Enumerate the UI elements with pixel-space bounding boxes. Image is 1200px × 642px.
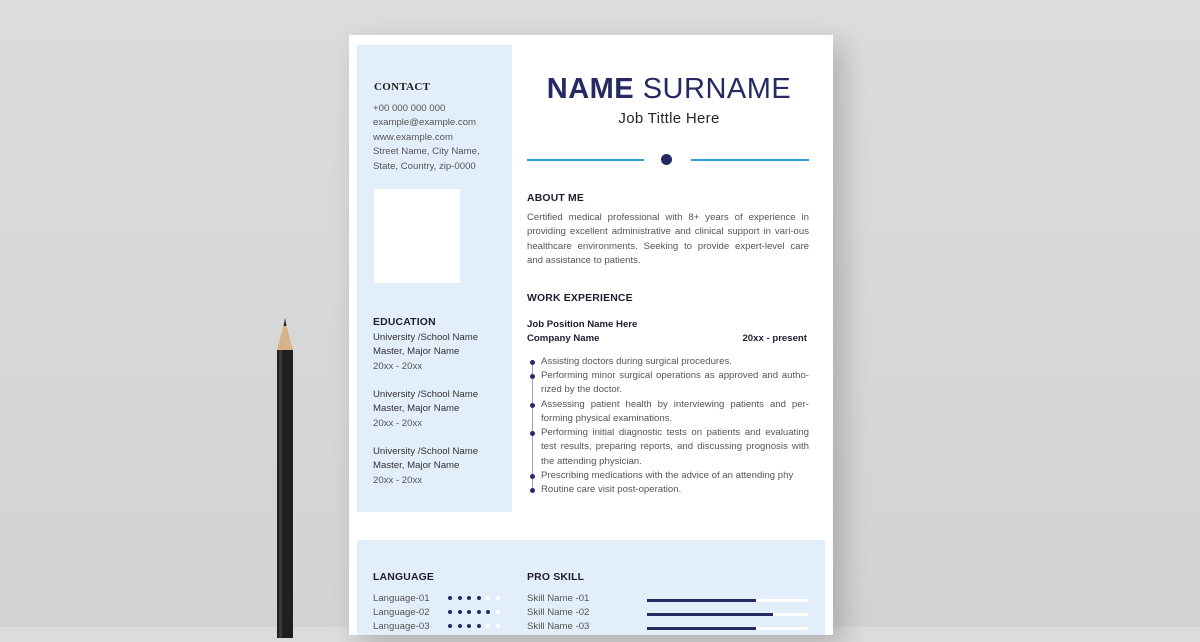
education-years: 20xx - 20xx <box>373 474 423 486</box>
education-years: 20xx - 20xx <box>373 417 423 429</box>
rating-dot-icon <box>496 596 500 600</box>
work-period: 20xx - present <box>742 333 807 344</box>
bullet-dot-icon <box>530 474 535 479</box>
skill-bar-fill <box>647 613 773 616</box>
resume-page <box>349 35 833 635</box>
company-name: Company Name <box>527 333 600 344</box>
language-rating <box>448 610 518 616</box>
language-label: Language-02 <box>373 607 430 618</box>
bullet-dot-icon <box>530 374 535 379</box>
skill-label: Skill Name -02 <box>527 607 590 618</box>
skill-label: Skill Name -03 <box>527 621 590 632</box>
first-name: NAME <box>546 73 635 105</box>
education-school: University /School Name <box>373 389 479 400</box>
pencil-image <box>276 318 294 638</box>
bullet-dot-icon <box>530 431 535 436</box>
rating-dot-icon <box>496 610 500 614</box>
rating-dot-icon <box>448 596 452 600</box>
bullet-text: Performing minor surgical operations as approved and autho-rized by the doctor. <box>541 370 809 396</box>
bullet-text: Performing initial diagnostic tests on patients and evaluating test results, preparing reports, and discussing prognosis with the attending physician. <box>541 427 809 467</box>
rating-dot-icon <box>458 596 462 600</box>
rating-dot-icon <box>486 596 490 600</box>
education-heading: EDUCATION <box>373 317 436 328</box>
work-bullet <box>527 398 809 427</box>
rating-dot-icon <box>458 624 462 628</box>
bullet-dot-icon <box>530 403 535 408</box>
language-label: Language-01 <box>373 593 430 604</box>
skill-bar-fill <box>647 599 756 602</box>
bullet-text: Assisting doctors during surgical procedures. <box>541 356 732 367</box>
last-name: SURNAME <box>642 73 792 105</box>
job-title: Job Tittle Here <box>618 110 720 127</box>
contact-details <box>373 102 480 174</box>
work-bullet <box>527 483 809 497</box>
rating-dot-icon <box>448 610 452 614</box>
rating-dot-icon <box>477 596 481 600</box>
rating-dot-icon <box>477 610 481 614</box>
about-heading: ABOUT ME <box>527 193 585 204</box>
skill-bar <box>647 613 808 616</box>
work-bullet <box>527 355 809 369</box>
rating-dot-icon <box>496 624 500 628</box>
rating-dot-icon <box>486 624 490 628</box>
education-school: University /School Name <box>373 446 479 457</box>
education-item <box>373 388 478 431</box>
work-bullet <box>527 469 809 483</box>
job-position: Job Position Name Here <box>527 319 638 330</box>
contact-heading: CONTACT <box>374 81 431 93</box>
education-degree: Master, Major Name <box>373 346 460 358</box>
divider-line-right <box>691 159 809 161</box>
rating-dot-icon <box>448 624 452 628</box>
rating-dot-icon <box>467 624 471 628</box>
skill-bar <box>647 599 808 602</box>
contact-phone: +00 000 000 000 <box>373 103 446 114</box>
divider-line-left <box>527 159 644 161</box>
resume-name <box>527 73 811 106</box>
education-years: 20xx - 20xx <box>373 360 423 372</box>
bullet-text: Prescribing medications with the advice of an attending phy <box>541 470 794 481</box>
contact-address-line2: State, Country, zip-0000 <box>373 160 476 172</box>
education-degree: Master, Major Name <box>373 403 460 415</box>
education-degree: Master, Major Name <box>373 460 460 472</box>
skill-bar-fill <box>647 627 756 630</box>
education-item <box>373 445 478 488</box>
language-label: Language-03 <box>373 621 430 632</box>
rating-dot-icon <box>458 610 462 614</box>
skill-label: Skill Name -01 <box>527 593 590 604</box>
language-rating <box>448 596 518 602</box>
work-bullet <box>527 426 809 469</box>
rating-dot-icon <box>467 610 471 614</box>
sidebar-panel <box>357 45 512 512</box>
education-item <box>373 331 478 374</box>
photo-placeholder <box>374 189 460 283</box>
bullet-text: Routine care visit post-operation. <box>541 484 682 495</box>
skills-panel <box>357 540 825 635</box>
contact-email: example@example.com <box>373 117 477 129</box>
education-school: University /School Name <box>373 332 479 343</box>
pro-skill-heading: PRO SKILL <box>527 572 585 583</box>
bullet-text: Assessing patient health by interviewing patients and per-forming physical examinations. <box>541 399 809 425</box>
rating-dot-icon <box>477 624 481 628</box>
language-rating <box>448 624 518 630</box>
work-experience-heading: WORK EXPERIENCE <box>527 293 633 304</box>
about-text: Certified medical professional with 8+ years of experience in providing excellent administrative and clinical support in vari-ous healthcare environments. Seeking to provide expert-level care and assistance to patients. <box>527 212 809 267</box>
work-bullet <box>527 369 809 398</box>
bullet-dot-icon <box>530 360 535 365</box>
rating-dot-icon <box>486 610 490 614</box>
contact-website: www.example.com <box>373 131 453 143</box>
skill-bar <box>647 627 808 630</box>
contact-address-line1: Street Name, City Name, <box>373 146 480 158</box>
divider-dot <box>661 154 672 165</box>
bullet-dot-icon <box>530 488 535 493</box>
rating-dot-icon <box>467 596 471 600</box>
language-heading: LANGUAGE <box>373 572 435 583</box>
